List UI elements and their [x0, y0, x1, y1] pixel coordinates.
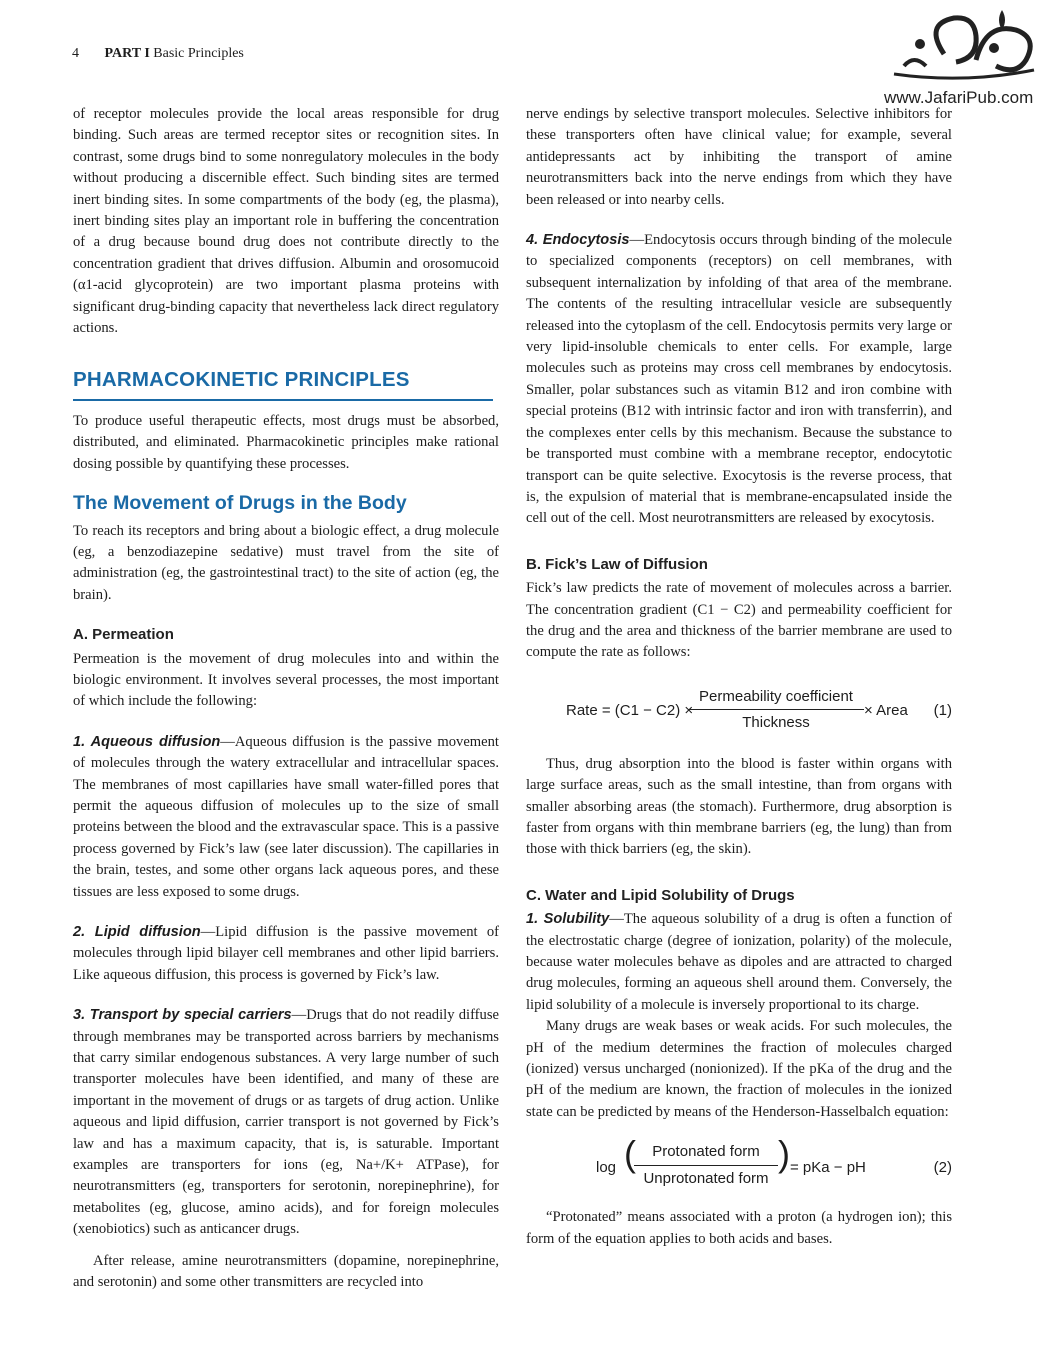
carriers-paragraph [73, 1005, 499, 1240]
eq1-numerator: Permeability coefficient [699, 687, 853, 705]
endocytosis-lead: 4. Endocytosis [526, 232, 630, 249]
heading-ficks-law: B. Fick’s Law of Diffusion [526, 555, 708, 573]
subsection-heading-movement: The Movement of Drugs in the Body [73, 492, 407, 515]
thus-paragraph: Thus, drug absorption into the blood is faster within organs with large surface areas, such as the small intestine, than from organs with smaller absorbing areas (the stomach). Furthermore, drug absorption is faster from organs with thin membrane barriers (eg, the lung) than from those with thick barriers (eg, the skin). [526, 755, 952, 858]
aqueous-diffusion-text: —Aqueous diffusion is the passive movement of molecules through the watery extracellular and intracellular spaces. The membranes of most capillaries have small water-filled pores that permit the aqueous diffusion of molecules up to the size of small proteins between the blood and the extravascular space. This is a passive process governed by Fick’s law (see later discussion). The capillaries in the brain, testes, and some other organs lack aqueous pores, and these tissues are less exposed to some drugs. [73, 733, 499, 900]
eq1-number: (1) [933, 701, 952, 719]
after-release-paragraph: After release, amine neurotransmitters (dopamine, norepinephrine, and serotonin) and some other transmitters are recycled into [73, 1252, 499, 1291]
heading-permeation: A. Permeation [73, 626, 174, 644]
permeation-paragraph: Permeation is the movement of drug molecules into and within the biologic environment. It involves several processes, the most important of which include the following: [73, 650, 499, 710]
publisher-url: www.JafariPub.com [884, 88, 1034, 107]
eq1-right: × Area [864, 701, 908, 719]
page-number: 4 [72, 46, 79, 61]
endocytosis-paragraph [526, 230, 952, 530]
aqueous-diffusion-lead: 1. Aqueous diffusion [73, 733, 221, 750]
equation-1 [526, 682, 952, 740]
equation-2 [526, 1133, 952, 1195]
eq1-fraction [688, 686, 864, 734]
eq2-log: log [596, 1159, 617, 1177]
continued-paragraph: nerve endings by selective transport molecules. Selective inhibitors for these transporters often have clinical value; for example, several antidepressants act by inhibiting the transport of amine neurotransmitters back into the nerve endings from which they have been released or into nearby cells. [526, 106, 952, 208]
eq2-denominator: Unprotonated form [643, 1169, 769, 1187]
carriers-lead: 3. Transport by special carriers [73, 1007, 292, 1024]
part-title: Basic Principles [153, 46, 244, 61]
endocytosis-text: —Endocytosis occurs through binding of the molecule to specialized components (receptors) on cell membranes, with subsequent internalization by infolding of that area of the membrane. The contents of the resulting intracellular vesicle are subsequently released into the cytoplasm of the cell. Endocytosis permits very large or very lipid-insoluble chemicals to enter cells. For example, large molecules such as proteins may cross cell membranes by endocytosis. Smaller, polar substances such as vitamin B12 and iron combine with special proteins (B12 with intrinsic factor and iron with transferrin), and the complexes enter cells by this mechanism. Because the substance to be transported must combine with a membrane receptor, endocytotic transport can be quite selective. Exocytosis is the reverse process, that is, the expulsion of material that is membrane-encapsulated inside the cell out of the cell. Most neurotransmitters are released by exocytosis. [526, 232, 952, 527]
movement-paragraph: To reach its receptors and bring about a biologic effect, a drug molecule (eg, a benzodiazepine sedative) must travel from the site of administration (eg, the gastrointestinal tract) to the site of action (eg, the brain). [73, 522, 499, 603]
eq2-fraction [634, 1141, 778, 1189]
right-column [526, 104, 952, 1250]
carriers-text: —Drugs that do not readily diffuse through membranes may be transported across barriers by mechanisms that carry similar endogenous substances. A very large number of such transporter molecules have been identified, and many of these are important in the movement of drugs or as targets of drug action. Unlike aqueous and lipid diffusion, carrier transport is not governed by Fick’s law and has a maximum capacity, that is, is saturable. Important examples are transporters for ions (eg, Na+/K+ ATPase), for neurotransmitters (eg, transporters for serotonin, norepinephrine), for metabolites (eg, glucose, amino acids), and for foreign molecules (xenobiotics) such as anticancer drugs. [73, 1007, 499, 1238]
section-heading-pharmacokinetic: PHARMACOKINETIC PRINCIPLES [73, 369, 493, 400]
aqueous-diffusion-paragraph [73, 732, 499, 903]
eq2-number: (2) [933, 1159, 952, 1177]
eq1-left: Rate = (C1 − C2) × [566, 701, 694, 719]
lipid-diffusion-paragraph [73, 922, 499, 986]
eq2-right: = pKa − pH [790, 1159, 866, 1177]
lipid-diffusion-lead: 2. Lipid diffusion [73, 924, 201, 940]
part-label: PART I [104, 46, 150, 61]
intro-paragraph: of receptor molecules provide the local areas responsible for drug binding. Such areas are termed receptor sites or recognition sites. In contrast, some drugs bind to some nonregulatory molecules in the body without producing a discernible effect. Such binding sites are termed inert binding sites. In some compartments of the body (eg, the plasma), inert binding sites play an important role in buffering the concentration of a drug because bound drug does not contribute directly to the concentration gradient that drives diffusion. Albumin and orosomucoid (α1-acid glycoprotein) are two important plasma proteins with significant drug-binding capacity that nevertheless lack direct regulatory actions. [73, 106, 499, 337]
solubility-paragraph [526, 909, 952, 1016]
many-drugs-paragraph: Many drugs are weak bases or weak acids. For such molecules, the pH of the medium determines the fraction of molecules charged (ionized) versus uncharged (nonionized). If the pKa of the drug and the pH of the medium are known, the fraction of molecules in the ionized state can be predicted by means of the Henderson-Hasselbalch equation: [526, 1018, 952, 1120]
ficks-paragraph: Fick’s law predicts the rate of movement of molecules across a barrier. The concentration gradient (C1 − C2) and permeability coefficient for the drug and the area and thickness of the barrier membrane are used to compute the rate as follows: [526, 580, 952, 661]
left-column [73, 104, 499, 1294]
eq1-denominator: Thickness [742, 714, 810, 732]
protonated-paragraph: “Protonated” means associated with a proton (a hydrogen ion); this form of the equation applies to both acids and bases. [526, 1209, 952, 1247]
eq2-paren-right: ) [778, 1133, 790, 1175]
publisher-logo-icon [884, 4, 1044, 92]
pk-paragraph: To produce useful therapeutic effects, most drugs must be absorbed, distributed, and eliminated. Pharmacokinetic principles make rational dosing possible by quantifying these processes. [73, 412, 499, 472]
eq2-numerator: Protonated form [652, 1143, 760, 1161]
heading-water-lipid: C. Water and Lipid Solubility of Drugs [526, 886, 795, 904]
solubility-lead: 1. Solubility [526, 911, 610, 928]
solubility-text: —The aqueous solubility of a drug is often a function of the electrostatic charge (degree of ionization, polarity) of the molecule, because water molecules behave as dipoles and are attracted to charged drug molecules, forming an aqueous shell around them. Conversely, the lipid solubility of a molecule is inversely proportional to its charge. [526, 911, 952, 1013]
running-header [72, 46, 244, 62]
eq2-paren-left: ( [624, 1133, 636, 1175]
lipid-diffusion-text: —Lipid diffusion is the passive movement of molecules through lipid bilayer cell membranes and other lipid barriers. Like aqueous diffusion, this process is governed by Fick’s law. [73, 924, 499, 983]
